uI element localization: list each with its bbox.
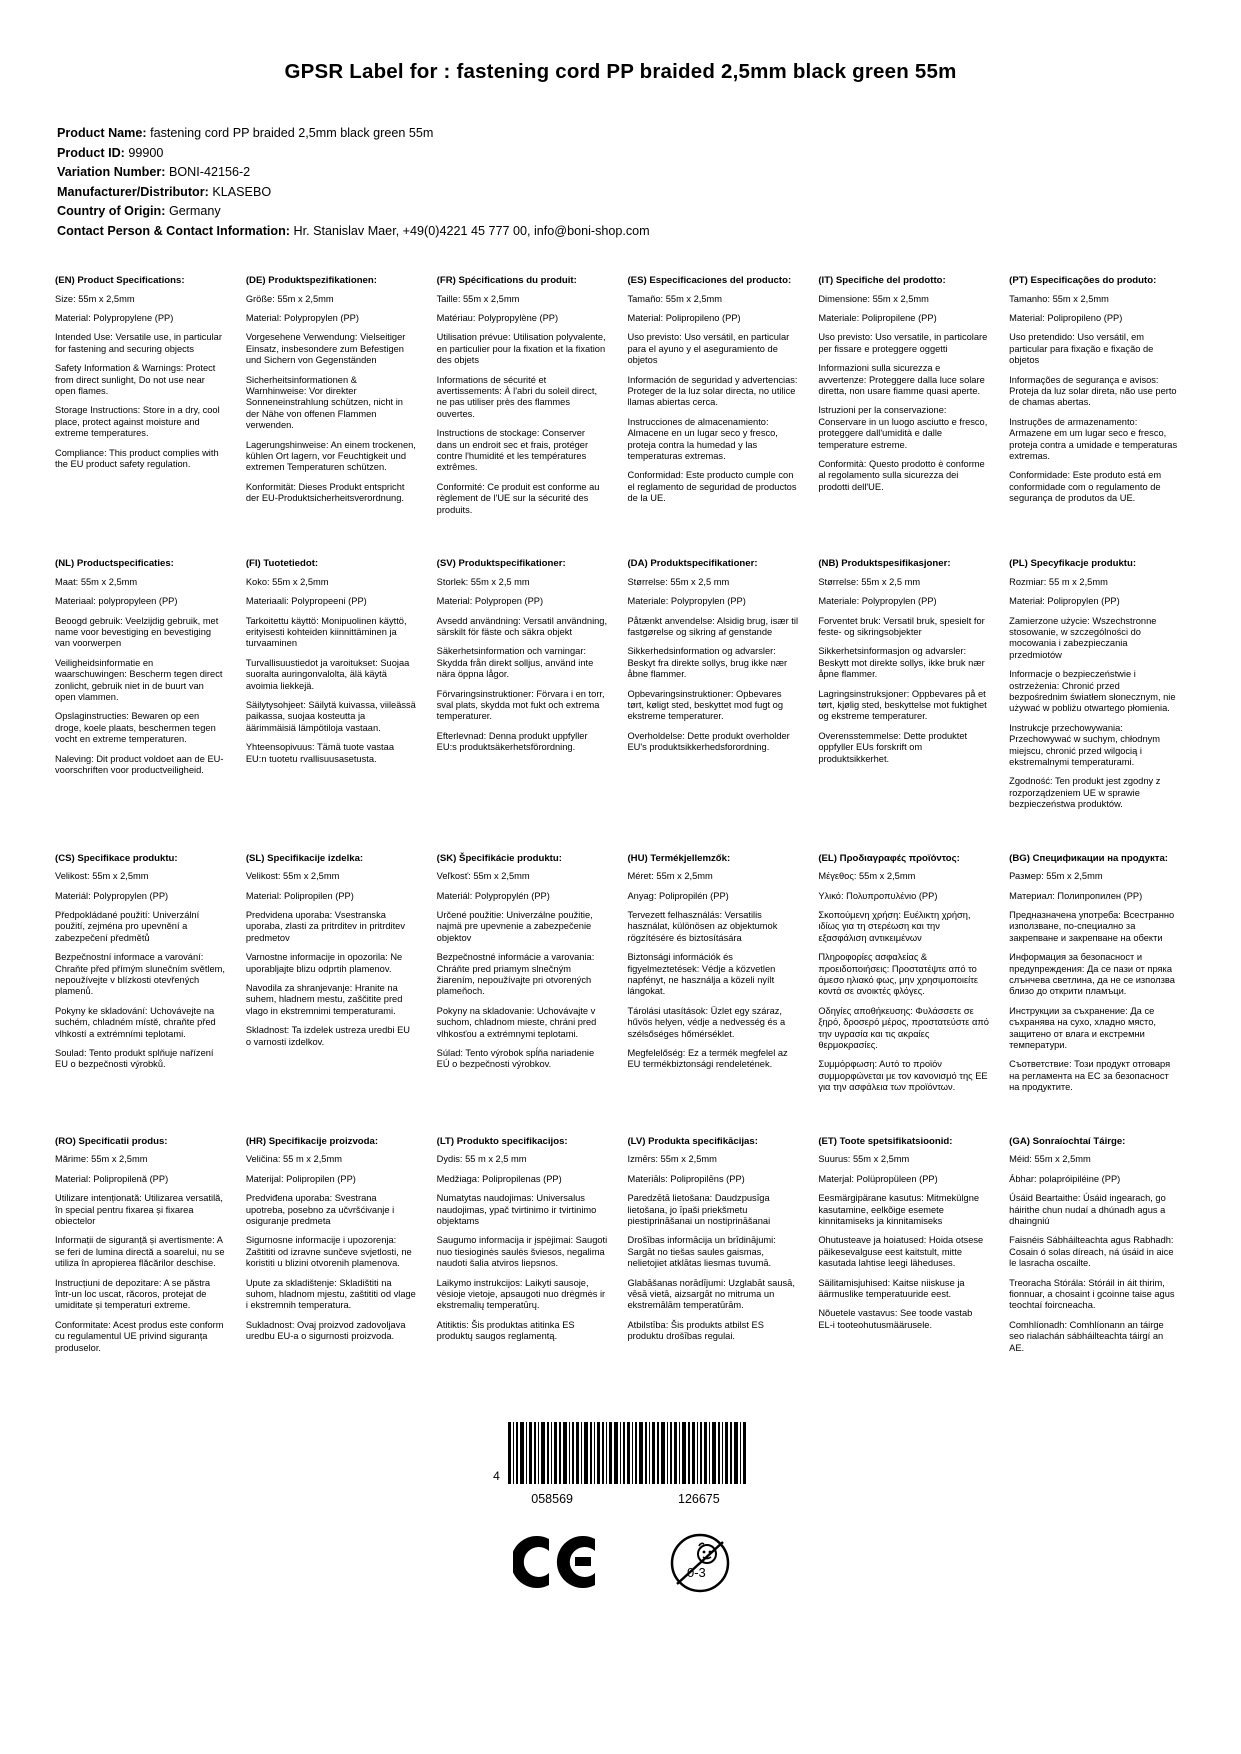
language-block-et <box>818 1136 995 1362</box>
block-heading: (HR) Specifikacije proizvoda: <box>245 1135 379 1147</box>
block-heading: (LV) Produkta specifikācijas: <box>627 1135 758 1147</box>
block-paragraph: Ohutusteave ja hoiatused: Hoida otsese päikesevalguse eest kaitstult, mitte kasutada lahtise leegi läheduses. <box>818 1235 984 1269</box>
meta-row <box>57 124 1186 144</box>
block-paragraph: Tarkoitettu käyttö: Monipuolinen käyttö, erityisesti kohteiden kiinnittäminen ja turvaaminen <box>245 615 407 649</box>
language-block-hu <box>627 853 804 1102</box>
block-heading: (ET) Toote spetsifikatsioonid: <box>818 1135 953 1147</box>
block-heading: (NL) Productspecificaties: <box>55 558 174 570</box>
language-block-cs <box>55 853 232 1102</box>
block-paragraph: Taille: 55m x 2,5mm <box>436 293 520 304</box>
block-paragraph: Информация за безопасност и предупреждения: Да се пази от пряка слънчева светлина, да не се използва близо до открити пламъци. <box>1009 952 1175 997</box>
block-paragraph: Drošības informācija un brīdinājumi: Sargāt no tiešas saules gaismas, nelietojiet atklātas liesmas tuvumā. <box>627 1235 776 1269</box>
block-paragraph: Informações de segurança e avisos: Proteja da luz solar direta, não use perto de chamas abertas. <box>1009 374 1177 408</box>
block-paragraph: Conformidade: Este produto está em conformidade com o regulamento de segurança de produtos da UE. <box>1009 470 1162 504</box>
meta-label-product-id: Product ID: <box>57 145 125 160</box>
block-paragraph: Instrukcje przechowywania: Przechowywać w suchym, chłodnym miejscu, chronić przed wilgocią i ekstremalnymi temperaturami. <box>1009 722 1161 767</box>
block-paragraph: Materiāls: Polipropilēns (PP) <box>627 1173 745 1184</box>
block-paragraph: Avsedd användning: Versatil användning, särskilt för fäste och säkra objekt <box>436 615 608 637</box>
block-paragraph: Safety Information & Warnings: Protect from direct sunlight, Do not use near open flames. <box>55 363 216 397</box>
age-restriction-0-3-icon <box>669 1532 729 1592</box>
language-block-el <box>818 853 995 1102</box>
block-paragraph: Méid: 55m x 2,5mm <box>1009 1154 1091 1165</box>
block-paragraph: Størrelse: 55m x 2,5 mm <box>627 576 730 587</box>
block-paragraph: Predviđena uporaba: Svestrana upotreba, posebno za učvršćivanje i osiguranje predmeta <box>245 1193 395 1226</box>
block-paragraph: Zamierzone użycie: Wszechstronne stosowanie, w szczególności do mocowania i zabezpieczania przedmiotów <box>1009 615 1157 660</box>
barcode-numbers <box>531 1492 719 1506</box>
language-block-pt <box>1009 275 1186 524</box>
language-block-sk <box>437 853 614 1102</box>
block-paragraph: Bezpečnostné informácie a varovania: Chráňte pred priamym slnečným žiarením, nepoužívajte pri otvorených plameňoch. <box>436 952 595 997</box>
block-paragraph: Informations de sécurité et avertissements: À l'abri du soleil direct, ne pas utiliser près des flammes ouvertes. <box>436 374 598 419</box>
meta-row <box>57 144 1186 164</box>
block-paragraph: Größe: 55m x 2,5mm <box>245 293 334 304</box>
meta-label-contact: Contact Person & Contact Information: <box>57 223 290 238</box>
block-paragraph: Predvidena uporaba: Vsestranska uporaba, zlasti za pritrditev in pritrditev predmetov <box>245 910 405 943</box>
block-paragraph: Material: Polipropileno (PP) <box>627 313 741 323</box>
block-heading: (FR) Spécifications du produit: <box>436 275 577 286</box>
block-paragraph: Úsáid Beartaithe: Úsáid ingearach, go háirithe chun nudaí a dhúnadh agus a dhaingniú <box>1009 1193 1166 1226</box>
block-paragraph: Pokyny na skladovanie: Uchovávajte v suchom, chladnom mieste, chráni pred vlhkosťou a extrémnymi teplotami. <box>436 1005 597 1039</box>
block-paragraph: Forventet bruk: Versatil bruk, spesielt for feste- og sikringsobjekter <box>818 615 985 637</box>
block-paragraph: Materiale: Polypropylen (PP) <box>627 596 746 607</box>
block-heading: (LT) Produkto specifikacijos: <box>436 1135 568 1147</box>
block-heading: (CS) Specifikace produktu: <box>55 852 178 864</box>
block-paragraph: Konformität: Dieses Produkt entspricht der EU-Produktsicherheitsverordnung. <box>245 481 405 504</box>
block-paragraph: Materjal: Polüpropüleen (PP) <box>818 1173 938 1184</box>
block-paragraph: Material: Polipropileno (PP) <box>1009 313 1123 323</box>
language-block-lt <box>437 1136 614 1362</box>
block-paragraph: Storage Instructions: Store in a dry, cool place, protect against moisture and extreme temperatures. <box>55 405 220 439</box>
block-paragraph: Atbilstība: Šis produkts atbilst ES produktu drošības regulai. <box>627 1319 764 1342</box>
block-paragraph: Méret: 55m x 2,5mm <box>627 871 713 882</box>
block-paragraph: Atitiktis: Šis produktas atitinka ES produktų saugos reglamentą. <box>436 1319 575 1342</box>
barcode-bars <box>508 1422 748 1484</box>
block-paragraph: Navodila za shranjevanje: Hranite na suhem, hladnem mestu, zaščitite pred vlago in ekstremnimi temperaturami. <box>245 983 403 1016</box>
block-paragraph: Yhteensopivuus: Tämä tuote vastaa EU:n tuotetu rvallisuusasetusta. <box>245 742 394 764</box>
block-heading: (NB) Produktspesifikasjoner: <box>818 558 951 570</box>
block-paragraph: Material: Polypropylen (PP) <box>245 313 359 323</box>
language-block-pl <box>1009 558 1186 819</box>
block-paragraph: Lagringsinstruksjoner: Oppbevares på et tørt, kjølig sted, beskyttelse mot fuktighet og ekstreme temperaturer. <box>818 688 987 722</box>
block-heading: (ES) Especificaciones del producto: <box>627 275 792 286</box>
block-paragraph: Material: Polypropylene (PP) <box>55 313 174 323</box>
block-paragraph: Υλικό: Πολυπροπυλένιο (PP) <box>818 890 938 901</box>
block-paragraph: Paredzētā lietošana: Daudzpusīga lietošana, jo īpaši priekšmetu piestiprināšanai un nostiprināšanai <box>627 1193 771 1226</box>
block-paragraph: Zgodność: Ten produkt jest zgodny z rozporządzeniem UE w sprawie bezpieczeństwa produktów. <box>1009 776 1161 810</box>
block-paragraph: Předpokládané použití: Univerzální použití, zejména pro upevnění a zabezpečení předmětů <box>55 910 200 943</box>
block-paragraph: Materiál: Polypropylen (PP) <box>55 890 169 901</box>
block-heading: (EN) Product Specifications: <box>55 275 185 286</box>
block-paragraph: Naleving: Dit product voldoet aan de EU-voorschriften voor productveiligheid. <box>55 753 224 775</box>
block-paragraph: Materiale: Polipropilene (PP) <box>818 313 937 323</box>
block-paragraph: Sikkerhedsinformation og advarsler: Beskyt fra direkte sollys, brug ikke nær åbne flammer. <box>627 646 788 680</box>
language-block-da <box>627 558 804 819</box>
meta-value-variation-number: BONI-42156-2 <box>168 165 251 179</box>
block-paragraph: Sicherheitsinformationen & Warnhinweise: Vor direkter Sonneneinstrahlung schützen, nicht in der Nähe von offenen Flammen verwenden. <box>245 374 403 431</box>
block-paragraph: Uso previsto: Uso versátil, en particular para el ayuno y el aseguramiento de objetos <box>627 332 790 366</box>
block-paragraph: Numatytas naudojimas: Universalus naudojimas, ypač tvirtinimo ir tvirtinimo objektams <box>436 1193 597 1226</box>
block-paragraph: Maat: 55m x 2,5mm <box>55 576 138 587</box>
block-paragraph: Материал: Полипропилен (PP) <box>1009 890 1143 901</box>
language-block-de <box>246 275 423 524</box>
block-paragraph: Συμμόρφωση: Αυτό το προϊόν συμμορφώνεται με τον κανονισμό της ΕΕ για την ασφάλεια των προϊόντων. <box>818 1059 988 1093</box>
block-paragraph: Compliance: This product complies with the EU product safety regulation. <box>55 447 219 470</box>
language-block-it <box>818 275 995 524</box>
ce-mark-icon <box>513 1535 599 1589</box>
block-paragraph: Saugumo informacija ir įspėjimai: Saugoti nuo tiesioginės saulės šviesos, negalima naudoti šalia atviros liepsnos. <box>436 1235 608 1269</box>
meta-label-country-of-origin: Country of Origin: <box>57 204 166 218</box>
block-paragraph: Tamanho: 55m x 2,5mm <box>1009 293 1109 304</box>
meta-value-manufacturer: KLASEBO <box>212 184 272 199</box>
block-heading: (FI) Tuotetiedot: <box>245 558 319 570</box>
block-paragraph: Säkerhetsinformation och varningar: Skydda från direkt solljus, använd inte nära öppna lågor. <box>436 646 594 680</box>
language-block-sl <box>246 853 423 1102</box>
meta-value-product-name: fastening cord PP braided 2,5mm black green 55m <box>150 126 434 140</box>
block-paragraph: Eesmärgipärane kasutus: Mitmekülgne kasutamine, eelkõige esemete kinnitamiseks ja kinnitamiseks <box>818 1193 980 1226</box>
barcode-right-digits: 126675 <box>678 1491 720 1506</box>
block-paragraph: Σκοπούμενη χρήση: Ευέλικτη χρήση, ιδίως για τη στερέωση και την εξασφάλιση αντικειμένων <box>818 910 971 943</box>
block-paragraph: Размер: 55m x 2,5mm <box>1009 871 1103 882</box>
footer-marks <box>55 1422 1186 1592</box>
meta-value-contact: Hr. Stanislav Maer, +49(0)4221 45 777 00, info@boni-shop.com <box>293 223 650 238</box>
block-paragraph: Rozmiar: 55 m x 2,5mm <box>1009 576 1108 587</box>
block-paragraph: Uso previsto: Uso versatile, in particolare per fissare e proteggere oggetti <box>818 332 988 354</box>
block-paragraph: Pokyny ke skladování: Uchovávejte na suchém, chladném místě, chraňte před vlhkostí a extrémními teplotami. <box>55 1005 216 1039</box>
block-paragraph: Overholdelse: Dette produkt overholder EU's produktsikkerhedsforordning. <box>627 730 790 753</box>
block-paragraph: Størrelse: 55m x 2,5 mm <box>818 576 921 587</box>
block-paragraph: Materiale: Polypropylen (PP) <box>818 596 937 607</box>
block-heading: (EL) Προδιαγραφές προϊόντος: <box>818 852 960 864</box>
page-title: GPSR Label for : fastening cord PP braided 2,5mm black green 55m <box>284 60 957 83</box>
block-paragraph: Veličina: 55 m x 2,5mm <box>245 1154 342 1165</box>
block-paragraph: Overensstemmelse: Dette produktet oppfyller EUs forskrift om produktsikkerhet. <box>818 730 968 764</box>
language-block-nl <box>55 558 232 819</box>
block-paragraph: Velikost: 55m x 2,5mm <box>245 871 340 882</box>
block-paragraph: Veiligheidsinformatie en waarschuwingen: Bescherm tegen direct zonlicht, gebruik niet in de buurt van open vlammen. <box>55 657 223 702</box>
block-paragraph: Uso pretendido: Uso versátil, em particular para fixação e fixação de objetos <box>1009 332 1154 366</box>
block-paragraph: Conformità: Questo prodotto è conforme al regolamento sulla sicurezza dei prodotti dell'UE. <box>818 459 985 492</box>
language-block-sv <box>437 558 614 819</box>
block-paragraph: Informazioni sulla sicurezza e avvertenze: Proteggere dalla luce solare diretta, non usare fiamme quasi aperte. <box>818 363 985 397</box>
block-paragraph: Určené použitie: Univerzálne použitie, najmä pre upevnenie a zabezpečenie objektov <box>436 910 593 943</box>
block-paragraph: Informacje o bezpieczeństwie i ostrzeżenia: Chronić przed bezpośrednim światłem słonecznym, nie używać w pobliżu otwartego płomienia. <box>1009 669 1176 714</box>
block-paragraph: Ábhar: polapróipiléine (PP) <box>1009 1173 1121 1184</box>
block-heading: (SL) Specifikacije izdelka: <box>245 852 364 864</box>
language-block-en <box>55 275 232 524</box>
block-paragraph: Storlek: 55m x 2,5 mm <box>436 576 530 587</box>
block-paragraph: Vorgesehene Verwendung: Vielseitiger Einsatz, insbesondere zum Befestigen und Sichern von Gegenständen <box>245 332 406 366</box>
block-paragraph: Opbevaringsinstruktioner: Opbevares tørt, køligt sted, beskyttet mod fugt og ekstreme temperaturer. <box>627 688 784 722</box>
block-heading: (RO) Specificatii produs: <box>55 1135 168 1147</box>
block-paragraph: Koko: 55m x 2,5mm <box>245 576 329 587</box>
block-paragraph: Faisnéis Sábháilteachta agus Rabhadh: Cosain ó solas díreach, ná úsáid in aice le lasracha oscailte. <box>1009 1235 1174 1269</box>
block-paragraph: Biztonsági információk és figyelmeztetések: Védje a közvetlen napfényt, ne használja a közeli nyílt lángokat. <box>627 952 776 997</box>
block-paragraph: Glabāšanas norādījumi: Uzglabāt sausā, vēsā vietā, aizsargāt no mitruma un ekstremālām temperatūrām. <box>627 1277 795 1311</box>
block-paragraph: Información de seguridad y advertencias: Proteger de la luz solar directa, no utilice llamas abiertas cerca. <box>627 374 798 408</box>
barcode-left-digits: 058569 <box>531 1491 573 1506</box>
block-paragraph: Soulad: Tento produkt splňuje nařízení EU o bezpečnosti výrobků. <box>55 1048 214 1070</box>
block-paragraph: Upute za skladištenje: Skladištiti na suhom, hladnom mjestu, zaštititi od vlage i ekstremnih temperatura. <box>245 1277 416 1311</box>
block-paragraph: Dimensione: 55m x 2,5mm <box>818 293 929 304</box>
meta-value-country-of-origin: Germany <box>168 204 221 218</box>
language-block-fi <box>246 558 423 819</box>
block-paragraph: Förvaringsinstruktioner: Förvara i en torr, sval plats, skydda mot fukt och extrema temperaturer. <box>436 688 605 722</box>
meta-row <box>57 222 1186 242</box>
block-paragraph: Dydis: 55 m x 2,5 mm <box>436 1154 527 1165</box>
block-paragraph: Conformidad: Este producto cumple con el reglamento de seguridad de productos de la UE. <box>627 470 797 504</box>
block-paragraph: Πληροφορίες ασφαλείας & προειδοποιήσεις: Προστατέψτε από το άμεσο ηλιακό φως, μην χρησιμοποιείτε κοντά σε ανοικτές φλόγες. <box>818 952 979 997</box>
block-paragraph: Utilisation prévue: Utilisation polyvalente, en particulier pour la fixation et la fixation des objets <box>436 332 606 366</box>
block-paragraph: Sukladnost: Ovaj proizvod zadovoljava uredbu EU-a o sigurnosti proizvoda. <box>245 1319 406 1342</box>
block-paragraph: Intended Use: Versatile use, in particular for fastening and securing objects <box>55 332 222 354</box>
block-paragraph: Instruções de armazenamento: Armazene em um lugar seco e fresco, proteja contra a umidade e temperaturas extremas. <box>1009 416 1178 462</box>
block-paragraph: Efterlevnad: Denna produkt uppfyller EU:s produktsäkerhetsförordning. <box>436 730 588 753</box>
block-paragraph: Istruzioni per la conservazione: Conservare in un luogo asciutto e fresco, proteggere dall'umidità e dalle temperature estreme. <box>818 405 988 450</box>
language-blocks-grid <box>55 275 1186 1396</box>
block-paragraph: Materiał: Polipropylen (PP) <box>1009 596 1120 607</box>
barcode <box>493 1422 748 1484</box>
block-paragraph: Съответствие: Този продукт отговаря на регламента на ЕС за безопасност на продуктите. <box>1009 1059 1171 1093</box>
block-paragraph: Instrucțiuni de depozitare: A se păstra într-un loc uscat, răcoros, protejat de umiditate și temperaturi extreme. <box>55 1277 211 1311</box>
block-paragraph: Material: Polipropilen (PP) <box>245 890 354 901</box>
block-paragraph: Conformitate: Acest produs este conform cu regulamentul UE privind siguranța produselor. <box>55 1319 224 1353</box>
block-paragraph: Säilytysohjeet: Säilytä kuivassa, viileässä paikassa, suojaa kosteutta ja äärimmäisiä lämpötiloja vastaan. <box>245 699 416 733</box>
block-paragraph: Matériau: Polypropylène (PP) <box>436 313 559 323</box>
block-paragraph: Súlad: Tento výrobok spĺňa nariadenie EÚ o bezpečnosti výrobkov. <box>436 1048 595 1070</box>
block-heading: (BG) Спецификации на продукта: <box>1009 852 1169 864</box>
block-paragraph: Treoracha Stórála: Stóráil in áit thirim, fionnuar, a chosaint i gcoinne taise agus teochtaí foircneacha. <box>1009 1277 1175 1311</box>
block-heading: (GA) Sonraíochtaí Táirge: <box>1009 1135 1126 1147</box>
block-paragraph: Mărime: 55m x 2,5mm <box>55 1154 148 1165</box>
block-paragraph: Suurus: 55m x 2,5mm <box>818 1154 910 1165</box>
block-paragraph: Veľkosť: 55m x 2,5mm <box>436 871 530 882</box>
language-block-ga <box>1009 1136 1186 1362</box>
block-paragraph: Beoogd gebruik: Veelzijdig gebruik, met name voor bevestiging en bevestiging van voorwerpen <box>55 615 219 649</box>
language-block-es <box>627 275 804 524</box>
language-block-hr <box>246 1136 423 1362</box>
block-paragraph: Informații de siguranță și avertismente: A se feri de lumina directă a soarelui, nu se utiliza în apropierea flăcărilor deschise. <box>55 1235 225 1269</box>
block-paragraph: Предназначена употреба: Всестранно използване, по-специално за закрепване и закрепване на обекти <box>1009 910 1175 943</box>
meta-label-product-name: Product Name: <box>57 126 147 140</box>
block-paragraph: Medžiaga: Polipropilenas (PP) <box>436 1173 562 1184</box>
block-paragraph: Turvallisuustiedot ja varoitukset: Suojaa suoralta auringonvalolta, älä käytä avoimia liekkejä. <box>245 657 410 691</box>
block-paragraph: Инструкции за съхранение: Да се съхранява на сухо, хладно място, защитено от влага и екстремни температури. <box>1009 1005 1156 1051</box>
block-paragraph: Utilizare intenționată: Utilizarea versatilă, în special pentru fixarea și fixarea obiectelor <box>55 1193 223 1226</box>
block-paragraph: Tamaño: 55m x 2,5mm <box>627 293 723 304</box>
block-paragraph: Sigurnosne informacije i upozorenja: Zaštititi od izravne sunčeve svjetlosti, ne koristiti u blizini otvorenih plamenova. <box>245 1235 412 1269</box>
block-paragraph: Size: 55m x 2,5mm <box>55 293 135 304</box>
block-paragraph: Izmērs: 55m x 2,5mm <box>627 1154 717 1165</box>
language-block-ro <box>55 1136 232 1362</box>
block-paragraph: Varnostne informacije in opozorila: Ne uporabljajte blizu odprtih plamenov. <box>245 952 403 974</box>
block-paragraph: Bezpečnostní informace a varování: Chraňte před přímým slunečním světlem, nepoužívejte v blízkosti otevřených plamenů. <box>55 952 225 997</box>
block-paragraph: Instructions de stockage: Conserver dans un endroit sec et frais, protéger contre l'humidité et les températures extrêmes. <box>436 428 589 473</box>
block-paragraph: Anyag: Polipropilén (PP) <box>627 890 729 901</box>
block-paragraph: Opslaginstructies: Bewaren op een droge, koele plaats, beschermen tegen vocht en extreme temperaturen. <box>55 711 216 745</box>
block-paragraph: Materijal: Polipropilen (PP) <box>245 1173 356 1184</box>
meta-label-manufacturer: Manufacturer/Distributor: <box>57 184 209 199</box>
block-paragraph: Skladnost: Ta izdelek ustreza uredbi EU o varnosti izdelkov. <box>245 1025 410 1047</box>
block-paragraph: Megfelelőség: Ez a termék megfelel az EU termékbiztonsági rendeletének. <box>627 1048 788 1070</box>
product-meta <box>57 124 1186 241</box>
barcode-lead-digit: 4 <box>493 1468 500 1483</box>
block-paragraph: Οδηγίες αποθήκευσης: Φυλάσσετε σε ξηρό, δροσερό μέρος, προστατεύστε από την υγρασία και τις ακραίες θερμοκρασίες. <box>818 1005 989 1051</box>
meta-value-product-id: 99900 <box>128 145 164 160</box>
block-heading: (SV) Produktspecifikationer: <box>436 558 566 570</box>
block-paragraph: Materiaal: polypropyleen (PP) <box>55 596 178 607</box>
age-label: 0-3 <box>686 1564 706 1580</box>
block-paragraph: Material: Polypropen (PP) <box>436 596 544 607</box>
block-paragraph: Tervezett felhasználás: Versatilis használat, különösen az objektumok rögzítésére és biztosítására <box>627 910 778 943</box>
block-paragraph: Conformité: Ce produit est conforme au règlement de l'UE sur la sécurité des produits. <box>436 481 600 515</box>
block-paragraph: Sikkerhetsinformasjon og advarsler: Beskytt mot direkte sollys, ikke bruk nær åpne flammer. <box>818 646 985 680</box>
block-paragraph: Säilitamisjuhised: Kaitse niiskuse ja äärmuslike temperatuuride eest. <box>818 1277 965 1299</box>
language-block-fr <box>437 275 614 524</box>
language-block-nb <box>818 558 995 819</box>
language-block-bg <box>1009 853 1186 1102</box>
compliance-marks <box>513 1532 729 1592</box>
language-block-lv <box>627 1136 804 1362</box>
block-paragraph: Material: Polipropilenă (PP) <box>55 1173 169 1184</box>
block-paragraph: Tárolási utasítások: Üzlet egy száraz, hűvös helyen, védje a nedvesség és a szélsőséges hőmérséklet. <box>627 1005 786 1039</box>
block-paragraph: Lagerungshinweise: An einem trockenen, kühlen Ort lagern, vor Feuchtigkeit und extremen Temperaturen schützen. <box>245 439 416 473</box>
block-heading: (PL) Specyfikacje produktu: <box>1009 558 1137 570</box>
block-heading: (HU) Termékjellemzők: <box>627 852 731 864</box>
block-paragraph: Materiaali: Polypropeeni (PP) <box>245 596 367 607</box>
meta-row <box>57 183 1186 203</box>
meta-label-variation-number: Variation Number: <box>57 165 166 179</box>
block-paragraph: Μέγεθος: 55m x 2,5mm <box>818 871 916 882</box>
block-paragraph: Comhlíonadh: Comhlíonann an táirge seo rialachán sábháilteachta táirgí an AE. <box>1009 1319 1164 1353</box>
block-paragraph: Velikost: 55m x 2,5mm <box>55 871 149 882</box>
meta-row <box>57 202 1186 222</box>
block-heading: (DA) Produktspecifikationer: <box>627 558 758 570</box>
block-paragraph: Materiál: Polypropylén (PP) <box>436 890 550 901</box>
block-heading: (SK) Špecifikácie produktu: <box>436 852 562 864</box>
meta-row <box>57 163 1186 183</box>
block-paragraph: Påtænkt anvendelse: Alsidig brug, især til fastgørelse og sikring af genstande <box>627 615 799 637</box>
block-paragraph: Instrucciones de almacenamiento: Almacene en un lugar seco y fresco, proteja contra la humedad y las temperaturas extremas. <box>627 416 778 462</box>
block-paragraph: Nõuetele vastavus: See toode vastab EL-i tooteohutusmäärusele. <box>818 1308 973 1330</box>
block-heading: (DE) Produktspezifikationen: <box>245 275 377 286</box>
block-heading: (PT) Especificações do produto: <box>1009 275 1157 286</box>
block-paragraph: Laikymo instrukcijos: Laikyti sausoje, vėsioje vietoje, apsaugoti nuo drėgmės ir ekstremalių temperatūrų. <box>436 1277 606 1311</box>
block-heading: (IT) Specifiche del prodotto: <box>818 275 946 286</box>
